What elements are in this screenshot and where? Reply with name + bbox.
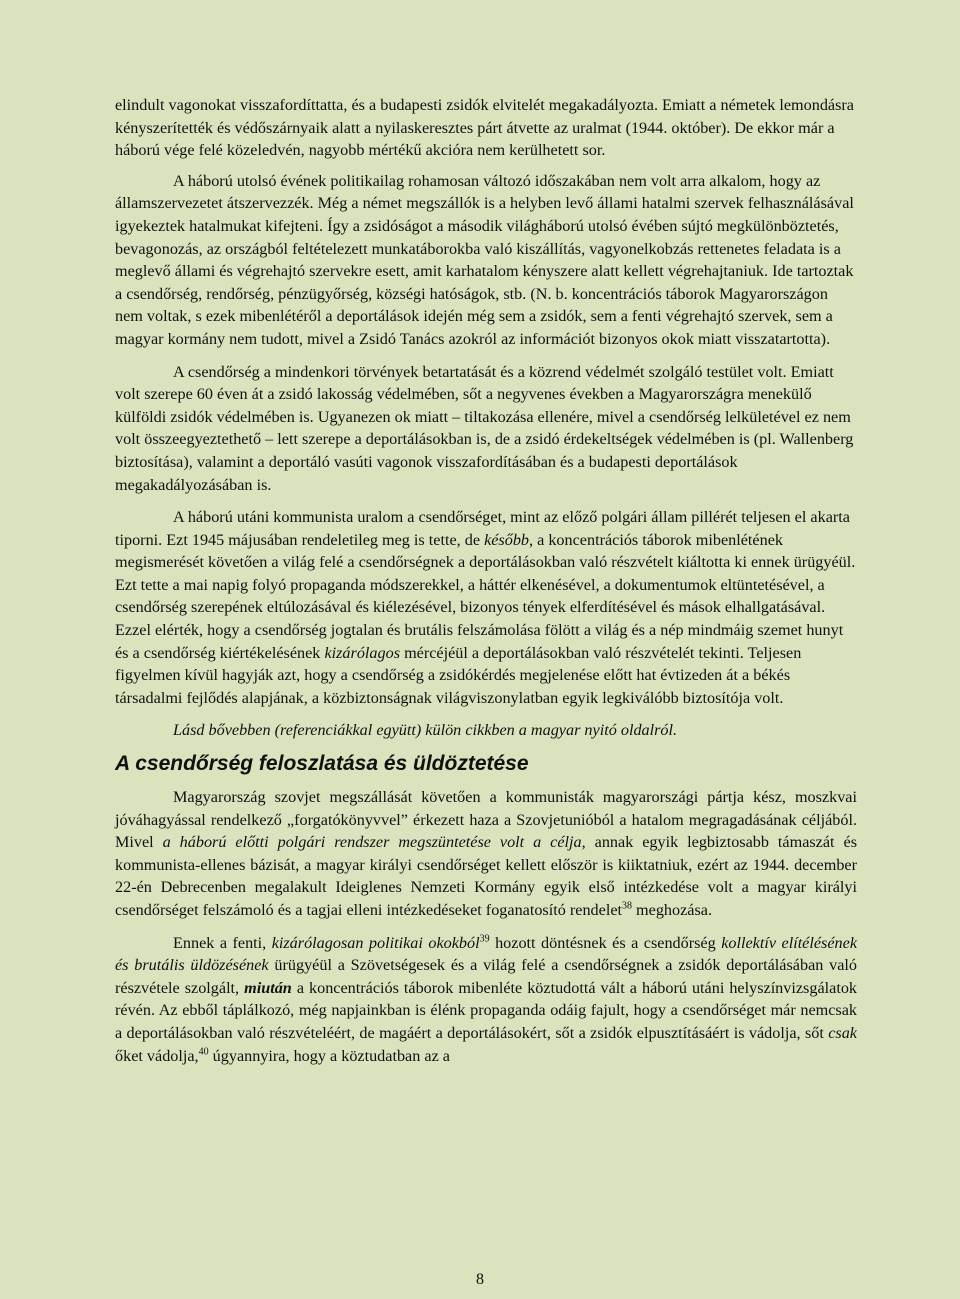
paragraph-communist-rule [115,506,857,709]
text-fragment: hozott döntésnek és a csendőrség [489,933,722,952]
emphasis-after: miután [244,978,292,997]
paragraph-soviet-occupation [115,786,857,922]
paragraph-continuation: elindult vagonokat visszafordíttatta, és a budapesti zsidók elvitelét megakadályozta. Emiatt a németek lemondásra kényszerítették és védőszárnyaik alatt a nyilaskeresztes párt átvette az uralmat (1944. október). De ekkor már a háború vége felé közeledvén, nagyobb mértékű akcióra nem kerülhetett sor. [115,96,854,160]
emphasis-collective-condemnation: kollektív elítélésének és brutális üldözésének [115,933,858,975]
paragraph-political-reasons [115,932,857,1068]
text-fragment: úgyannyira, hogy a köztudatban az a [208,1046,450,1065]
text-fragment: , annak egyik legbiztosabb támaszát és kommunista-ellenes bázisát, a magyar királyi csendőrséget kellett először is kiiktatniuk, ezért az 1944. december 22-én Debrecenben megalakult Ideiglenes Nemzeti Kormány egyik első intézkedése volt a magyar királyi csendőrséget felszámoló és a tagjai elleni intézkedéseket foganatosító rendelet [115,833,857,919]
emphasis-later: később [484,530,530,549]
footnote-39: 39 [479,933,490,945]
text-fragment: meghozása. [632,901,713,919]
text-fragment: A háború utáni kommunista uralom a csendőrséget, mint az előző polgári állam pillérét teljesen el akarta tiporni. Ezt 1945 májusában rendeletileg meg is tette, de [115,508,850,549]
paragraph-gendarmerie-role: A csendőrség a mindenkori törvények betartatását és a közrend védelmét szolgáló testület volt. Emiatt volt szerepe 60 éven át a zsidó lakosság védelmében, sőt a negyvenes években a Magyarországra menekülő külföldi zsidók védelmében is. Ugyanezen ok miatt – tiltakozása ellenére, mivel a csendőrség lelkületével ez nem volt összeegyeztethető – lett szerepe a deportálásokban is, de a zsidó érdekeltségek védelmében is (pl. Wallenberg biztosítása), valamint a deportáló vasúti vagonok visszafordításában és a budapesti deportálások megakadályozásában is. [115,362,854,494]
document-page [115,94,857,1067]
text-fragment: a koncentrációs táborok mibenléte köztudottá vált a háború utáni helyszínvizsgálatok révén. Az ebből táplálkozó, még napjainkban is élénk propaganda odáig fajult, hogy a csendőrséget már nemcsak a deportálásokban való részvételéért, de magáért a deportálásokért, sőt a zsidók elpusztításáért is vádolja, sőt [115,978,858,1042]
text-fragment: , a koncentrációs táborok mibenlétének megismerését követően a világ felé a csendőrségnek a deportálásokban való részvételt kiáltotta ki ennek ürügyéül. Ezt tette a mai napig folyó propaganda módszerekkel, a háttér elkenésével, a dokumentumok eltüntetésével, a csendőrség szerepének eltúlozásával és kiélezésével, bizonyos tények elferdítésével és mások elhallgatásával. Ezzel elérték, hogy a csendőrség jogtalan és brutális felszámolása fölött a világ és a nép mindmáig szemet hunyt és a csendőrség kiértékelésének [115,530,856,662]
emphasis-exclusive: kizárólagos [324,643,401,662]
section-heading: A csendőrség feloszlatása és üldöztetése [115,752,529,776]
emphasis-only: csak [828,1023,857,1042]
text-fragment: őket vádolja, [115,1046,199,1065]
page-number: 8 [476,1271,484,1288]
text-fragment: Magyarország szovjet megszállását követően a kommunisták magyarországi pártja kész, moszkvai jóváhagyással rendelkező „forgatókönyvvel” érkezett haza a Szovjetunióból a hatalom megragadásának céljából. Mivel [115,788,857,852]
text-fragment: mércéjéül a deportálásokban való részvételét tekinti. Teljesen figyelmen kívül hagyják azt, hogy a csendőrség a zsidókérdés megjelenése előtt hat évtizeden át a békés társadalmi fejlődés alapjának, a közbiztonságnak világviszonylatban egyik legkiválóbb biztosítója volt. [115,643,802,707]
footnote-40: 40 [198,1046,209,1058]
footnote-38: 38 [622,900,632,912]
text-fragment: Ennek a fenti, [173,933,272,952]
emphasis-political-reasons: kizárólagosan politikai okokból [271,933,480,952]
reference-note [115,719,857,742]
text-fragment: ürügyéül a Szövetségesek és a világ felé a csendőrségnek a zsidók deportálásában való részvétele szolgált, [115,956,857,997]
emphasis-goal: a háború előtti polgári rendszer megszüntetése volt a célja [162,833,582,852]
reference-note-text: Lásd bővebben (referenciákkal együtt) külön cikkben a magyar nyitó oldalról. [173,721,678,740]
paragraph-state-organization: A háború utolsó évének politikailag rohamosan változó időszakában nem volt arra alkalom, hogy az államszervezetet átszervezzék. Még a német megszállók is a helyben levő állami hatalmi szervek felhasználásával igyekeztek hatalmukat kifejteni. Így a zsidóságot a második világháború utolsó évében sújtó megkülönböztetés, bevagonozás, az országból feltételezett munkatáborokba való kiszállítás, vagyonelkobzás rettenetes feladata is a meglevő állami és végrehajtó szervekre esett, amit karhatalom kényszere alatt kellett végrehajtaniuk. Ide tartoztak a csendőrség, rendőrség, pénzügyőrség, községi hatóságok, stb. (N. b. koncentrációs táborok Magyarországon nem voltak, s ezek mibenlétéről a deportálások idején még sem a zsidók, sem a fenti végrehajtó szervek, sem a magyar kormány nem tudott, mivel a Zsidó Tanács azokról az információt bizonyos okok miatt visszatartotta). [115,171,854,348]
